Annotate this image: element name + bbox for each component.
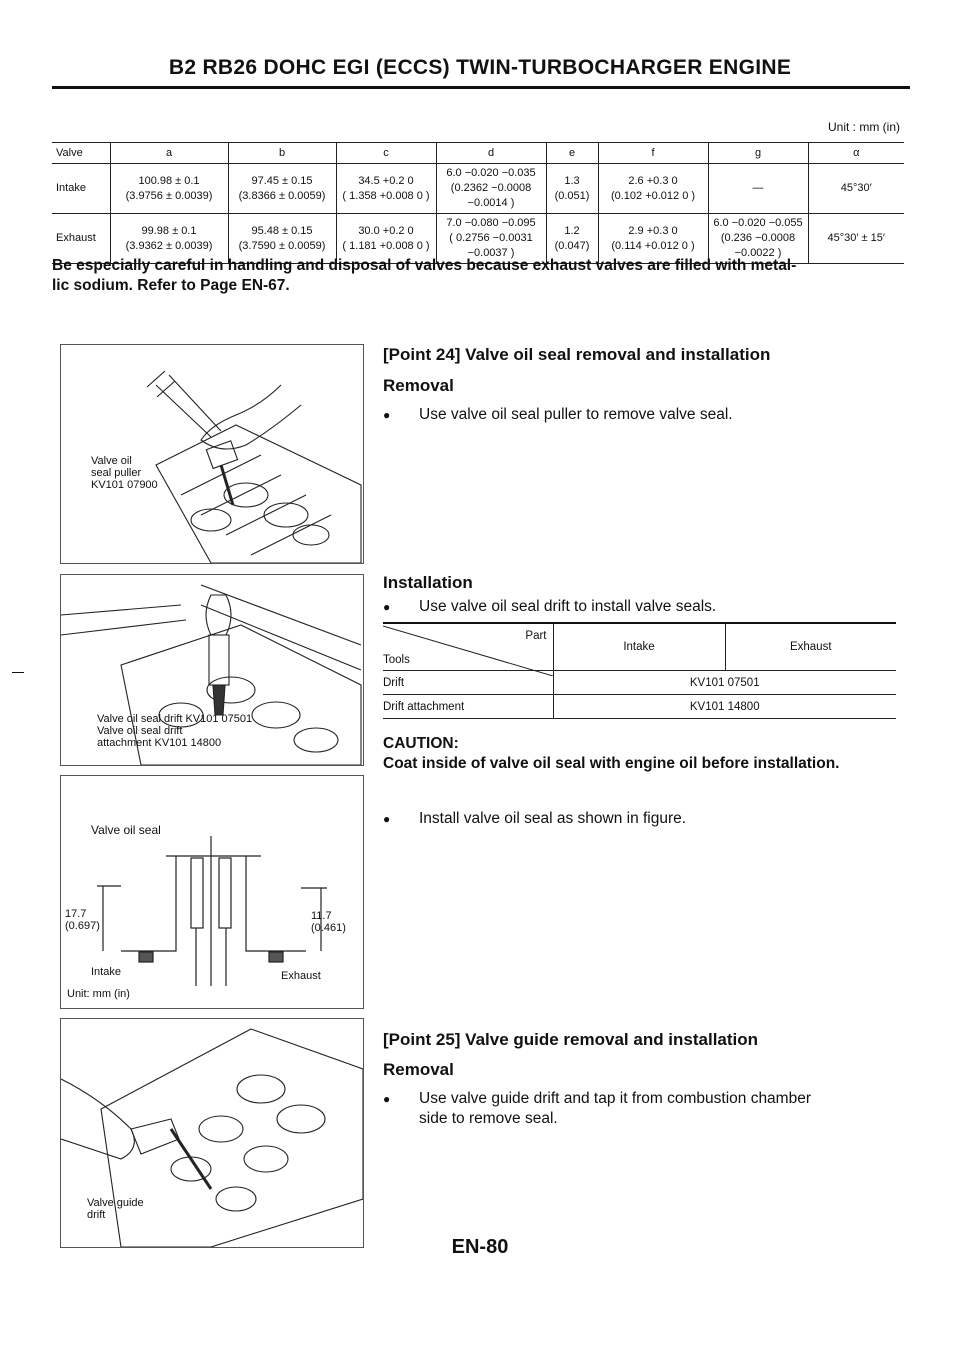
margin-mark [12,672,24,673]
cell-c: 30.0 +0.2 0 ( 1.181 +0.008 0 ) [336,214,436,264]
tools-col-exhaust: Exhaust [725,623,896,671]
col-a: a [110,143,228,164]
cell-f: 2.6 +0.3 0 (0.102 +0.012 0 ) [598,164,708,214]
fig3-intake: Intake [91,966,121,978]
figure-seal-dimensions [60,775,364,1009]
cell-a: 99.98 ± 0.1 (3.9362 ± 0.0039) [110,214,228,264]
cell-c: 34.5 +0.2 0 ( 1.358 +0.008 0 ) [336,164,436,214]
tools-table [383,622,896,719]
figure-oil-seal-drift [60,574,364,766]
cell-b: 97.45 ± 0.15 (3.8366 ± 0.0059) [228,164,336,214]
bullet-dot: ● [383,1092,391,1106]
sodium-warning: Be especially careful in handling and disposal of valves because exhaust valves are filled with metal- lic sodium. Refer to Page EN-67. [52,257,797,294]
col-d: d [436,143,546,164]
col-e: e [546,143,598,164]
bullet-dot: ● [383,600,391,614]
tools-row-drift-attachment: Drift attachment KV101 14800 [383,695,896,719]
cell-alpha: 45°30′ [808,164,904,214]
valve-spec-table [52,142,904,264]
col-f: f [598,143,708,164]
cell-f: 2.9 +0.3 0 (0.114 +0.012 0 ) [598,214,708,264]
point24-removal-heading: Removal [383,376,454,395]
bullet-dot: ● [383,812,391,826]
tools-row-drift: Drift KV101 07501 [383,671,896,695]
cell-a: 100.98 ± 0.1 (3.9756 ± 0.0039) [110,164,228,214]
cell-b: 95.48 ± 0.15 (3.7590 ± 0.0059) [228,214,336,264]
fig3-right-dim: 11.7 (0.461) [311,910,346,934]
figure-guide-drift [60,1018,364,1248]
cell-e: 1.2 (0.047) [546,214,598,264]
tools-tools-label: Tools [383,654,410,666]
header-rule [52,86,910,89]
figure-oil-seal-puller [60,344,364,564]
caution-text: Coat inside of valve oil seal with engine oil before installation. [383,755,840,772]
row-name: Intake [52,164,110,214]
fig2-label: Valve oil seal drift KV101 07501 Valve oil seal drift attachment KV101 14800 [97,713,253,749]
fig3-exhaust: Exhaust [281,970,321,982]
row-name: Exhaust [52,214,110,264]
page-number: EN-80 [451,1236,509,1258]
tools-corner-cell [383,623,553,671]
cell-g: — [708,164,808,214]
col-valve: Valve [52,143,110,164]
fig4-label: Valve guide drift [87,1197,144,1221]
caution-heading: CAUTION: [383,735,459,752]
point25-title: [Point 25] Valve guide removal and installation [383,1030,759,1049]
point25-removal-heading: Removal [383,1060,454,1079]
bullet-dot: ● [383,408,391,422]
point24-title: [Point 24] Valve oil seal removal and installation [383,345,771,364]
col-c: c [336,143,436,164]
col-alpha: α [808,143,904,164]
caution-block [383,734,839,774]
point24-installation-heading: Installation [383,573,473,592]
valve-table-header-row [52,143,904,164]
valve-row-intake [52,164,904,214]
cell-d: 6.0 −0.020 −0.035 (0.2362 −0.0008 −0.0014 ) [436,164,546,214]
cell-g: 6.0 −0.020 −0.055 (0.236 −0.0008 −0.0022 ) [708,214,808,264]
cell-e: 1.3 (0.051) [546,164,598,214]
fig3-left-dim: 17.7 (0.697) [65,908,100,932]
cylinder-head-illustration [61,345,363,563]
fig3-unit: Unit: mm (in) [67,988,130,1000]
cell-alpha: 45°30′ ± 15′ [808,214,904,264]
valve-table-unit: Unit : mm (in) [828,120,900,134]
tools-part-label: Part [525,630,547,642]
col-b: b [228,143,336,164]
fig3-title: Valve oil seal [91,823,161,837]
fig1-label: Valve oil seal puller KV101 07900 [91,455,158,491]
cell-d: 7.0 −0.080 −0.095 ( 0.2756 −0.0031 −0.0037 ) [436,214,546,264]
tools-col-intake: Intake [553,623,725,671]
col-g: g [708,143,808,164]
tools-header-row [383,623,896,671]
page-header-title: B2 RB26 DOHC EGI (ECCS) TWIN-TURBOCHARGER ENGINE [168,56,792,79]
